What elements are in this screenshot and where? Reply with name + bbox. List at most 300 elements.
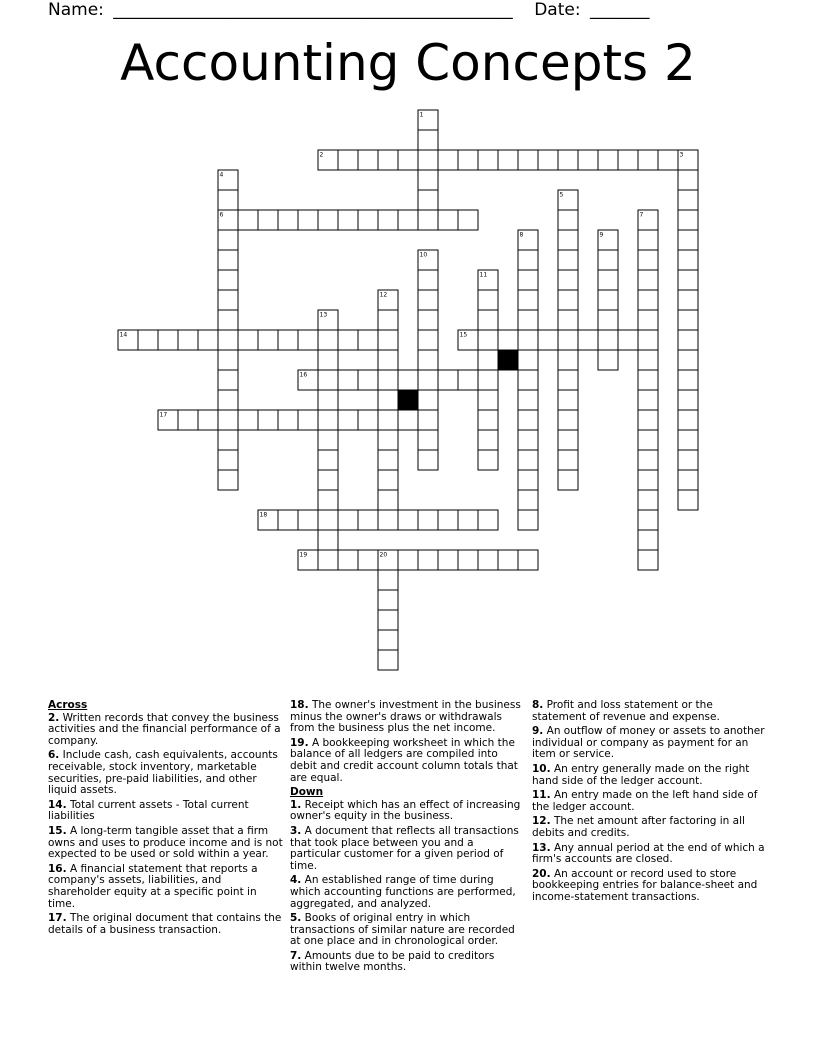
grid-cell[interactable] <box>678 470 698 490</box>
grid-cell[interactable] <box>378 510 398 530</box>
grid-cell[interactable] <box>658 150 678 170</box>
grid-cell[interactable] <box>418 450 438 470</box>
grid-cell[interactable] <box>358 210 378 230</box>
grid-cell[interactable] <box>318 510 338 530</box>
down-clue <box>532 790 768 813</box>
grid-cell[interactable] <box>558 290 578 310</box>
grid-cell[interactable] <box>638 350 658 370</box>
clue-text: Receipt which has an effect of increasing owner's equity in the business. <box>290 798 521 823</box>
clue-text: A document that reflects all transactions that took place between you and a particular customer for a given period of time. <box>290 824 519 872</box>
clue-number: 17. <box>48 912 67 925</box>
grid-cell[interactable] <box>418 550 438 570</box>
grid-cell[interactable] <box>378 150 398 170</box>
grid-cell[interactable] <box>678 350 698 370</box>
clue-number: 11. <box>532 789 551 802</box>
grid-cell[interactable] <box>378 350 398 370</box>
grid-cell[interactable] <box>358 370 378 390</box>
grid-cell[interactable] <box>418 390 438 410</box>
down-clue <box>532 816 768 839</box>
grid-cell[interactable] <box>678 230 698 250</box>
down-clue <box>532 764 768 787</box>
clue-number: 4. <box>290 874 302 887</box>
grid-cell[interactable] <box>218 250 238 270</box>
grid-cell[interactable] <box>538 150 558 170</box>
grid-cell[interactable] <box>378 210 398 230</box>
grid-cell[interactable] <box>458 370 478 390</box>
grid-cell[interactable] <box>378 450 398 470</box>
grid-cell[interactable] <box>398 510 418 530</box>
grid-cell[interactable] <box>518 550 538 570</box>
grid-cell[interactable] <box>538 330 558 350</box>
grid-cell[interactable] <box>678 210 698 230</box>
grid-cell[interactable] <box>438 150 458 170</box>
clue-number: 1. <box>290 798 302 811</box>
grid-cell[interactable] <box>218 310 238 330</box>
grid-cell[interactable] <box>638 530 658 550</box>
cell-number: 18 <box>259 511 268 519</box>
grid-cell[interactable] <box>278 330 298 350</box>
grid-cell[interactable] <box>498 550 518 570</box>
grid-cell[interactable] <box>298 510 318 530</box>
grid-cell[interactable] <box>518 250 538 270</box>
grid-cell[interactable] <box>638 510 658 530</box>
grid-cell[interactable] <box>678 290 698 310</box>
grid-cell[interactable] <box>298 330 318 350</box>
grid-cell[interactable] <box>638 490 658 510</box>
grid-cell[interactable] <box>318 490 338 510</box>
grid-cell[interactable] <box>378 390 398 410</box>
grid-cell[interactable] <box>438 370 458 390</box>
grid-cell[interactable] <box>398 370 418 390</box>
grid-cell[interactable] <box>678 490 698 510</box>
clue-text: A bookkeeping worksheet in which the balance of all ledgers are compiled into debit and credit account column totals that are equal. <box>290 736 518 784</box>
grid-cell[interactable] <box>278 210 298 230</box>
grid-cell[interactable] <box>218 390 238 410</box>
grid-cell[interactable] <box>478 370 498 390</box>
grid-cell[interactable] <box>518 390 538 410</box>
grid-cell[interactable] <box>418 290 438 310</box>
clue-number: 2. <box>48 711 60 724</box>
down-clue <box>532 700 768 723</box>
grid-cell[interactable] <box>478 510 498 530</box>
grid-cell[interactable] <box>518 310 538 330</box>
grid-cell[interactable] <box>678 450 698 470</box>
clue-number: 19. <box>290 736 309 749</box>
grid-cell[interactable] <box>298 410 318 430</box>
grid-cell[interactable] <box>458 210 478 230</box>
grid-cell[interactable] <box>598 350 618 370</box>
grid-cell[interactable] <box>558 330 578 350</box>
cell-number: 3 <box>679 151 684 159</box>
grid-cell[interactable] <box>238 410 258 430</box>
grid-cell[interactable] <box>558 450 578 470</box>
clue-number: 14. <box>48 798 67 811</box>
across-clue <box>48 913 284 936</box>
clue-number: 18. <box>290 699 309 711</box>
name-line[interactable]: _______________________________________________ <box>113 0 513 20</box>
grid-cell[interactable] <box>158 330 178 350</box>
grid-cell[interactable] <box>598 290 618 310</box>
clue-column-3 <box>532 700 768 907</box>
grid-cell[interactable] <box>378 430 398 450</box>
cell-number: 2 <box>319 151 324 159</box>
clue-text: An established range of time during which accounting functions are performed, aggregated, and analyzed. <box>290 874 516 910</box>
grid-cell[interactable] <box>378 410 398 430</box>
cell-number: 20 <box>379 551 388 559</box>
grid-cell[interactable] <box>678 170 698 190</box>
grid-cell[interactable] <box>638 250 658 270</box>
down-clue <box>290 951 526 974</box>
grid-cell[interactable] <box>318 210 338 230</box>
across-clue <box>48 826 284 861</box>
grid-cell[interactable] <box>318 350 338 370</box>
grid-cell[interactable] <box>278 410 298 430</box>
grid-cell[interactable] <box>678 430 698 450</box>
grid-cell[interactable] <box>258 410 278 430</box>
grid-cell[interactable] <box>518 490 538 510</box>
grid-cell[interactable] <box>398 210 418 230</box>
grid-cell[interactable] <box>638 410 658 430</box>
grid-cell[interactable] <box>638 370 658 390</box>
across-clue <box>48 800 284 823</box>
grid-cell[interactable] <box>238 330 258 350</box>
grid-cell[interactable] <box>438 550 458 570</box>
down-clue-list-cont <box>532 700 768 904</box>
across-clue <box>48 750 284 796</box>
grid-cell[interactable] <box>558 250 578 270</box>
clue-number: 16. <box>48 862 67 875</box>
grid-cell[interactable] <box>338 370 358 390</box>
grid-cell[interactable] <box>518 450 538 470</box>
cell-number: 5 <box>559 191 564 199</box>
grid-cell[interactable] <box>638 310 658 330</box>
cell-number: 8 <box>519 231 524 239</box>
grid-cell[interactable] <box>678 270 698 290</box>
clue-number: 8. <box>532 699 544 711</box>
grid-cell[interactable] <box>418 430 438 450</box>
clue-text: An outflow of money or assets to another individual or company as payment for an item or service. <box>532 725 765 761</box>
grid-cell[interactable] <box>278 510 298 530</box>
grid-cell[interactable] <box>518 370 538 390</box>
grid-cell[interactable] <box>618 150 638 170</box>
grid-cell[interactable] <box>478 350 498 370</box>
grid-cell[interactable] <box>338 550 358 570</box>
grid-cell[interactable] <box>398 410 418 430</box>
grid-cell[interactable] <box>178 410 198 430</box>
grid-cell[interactable] <box>338 210 358 230</box>
grid-cell[interactable] <box>458 510 478 530</box>
grid-cell[interactable] <box>338 330 358 350</box>
cell-number: 9 <box>599 231 604 239</box>
grid-cell[interactable] <box>478 390 498 410</box>
grid-cell[interactable] <box>318 410 338 430</box>
grid-cell[interactable] <box>318 430 338 450</box>
grid-cell[interactable] <box>438 210 458 230</box>
grid-cell[interactable] <box>518 510 538 530</box>
grid-cell[interactable] <box>638 430 658 450</box>
grid-cell[interactable] <box>378 490 398 510</box>
grid-cell[interactable] <box>318 550 338 570</box>
black-cell <box>498 350 518 370</box>
grid-cell[interactable] <box>598 310 618 330</box>
cell-number: 16 <box>299 371 308 379</box>
clue-text: Any annual period at the end of which a firm's accounts are closed. <box>532 841 765 866</box>
grid-cell[interactable] <box>318 390 338 410</box>
grid-cell[interactable] <box>558 390 578 410</box>
across-clue <box>290 738 526 784</box>
grid-cell[interactable] <box>678 390 698 410</box>
grid-cell[interactable] <box>598 250 618 270</box>
grid-cell[interactable] <box>558 410 578 430</box>
cell-number: 14 <box>119 331 128 339</box>
grid-cell[interactable] <box>218 230 238 250</box>
across-clue <box>48 864 284 910</box>
grid-cell[interactable] <box>558 470 578 490</box>
grid-cell[interactable] <box>418 370 438 390</box>
grid-cell[interactable] <box>198 330 218 350</box>
clue-number: 9. <box>532 725 544 738</box>
grid-cell[interactable] <box>318 330 338 350</box>
grid-cell[interactable] <box>418 310 438 330</box>
grid-cell[interactable] <box>638 290 658 310</box>
grid-cell[interactable] <box>318 470 338 490</box>
grid-cell[interactable] <box>618 330 638 350</box>
clue-number: 3. <box>290 824 302 837</box>
grid-cell[interactable] <box>418 330 438 350</box>
across-clue-list-cont <box>290 700 526 784</box>
clue-text: Total current assets - Total current liabilities <box>48 798 249 823</box>
clue-text: A long-term tangible asset that a firm owns and uses to produce income and is not expected to be used or sold within a year. <box>48 824 283 861</box>
grid-cell[interactable] <box>478 550 498 570</box>
grid-cell[interactable] <box>638 550 658 570</box>
date-label: Date: <box>534 0 581 20</box>
grid-cell[interactable] <box>678 410 698 430</box>
date-line[interactable]: _______ <box>589 0 650 20</box>
grid-cell[interactable] <box>218 370 238 390</box>
grid-cell[interactable] <box>358 510 378 530</box>
grid-cell[interactable] <box>478 150 498 170</box>
down-clue <box>290 875 526 910</box>
across-heading: Across <box>48 699 88 711</box>
grid-cell[interactable] <box>678 370 698 390</box>
grid-cell[interactable] <box>418 150 438 170</box>
grid-cell[interactable] <box>338 510 358 530</box>
grid-cell[interactable] <box>178 330 198 350</box>
grid-cell[interactable] <box>638 270 658 290</box>
clue-text: A financial statement that reports a company's assets, liabilities, and shareholder equity at a specific point in time. <box>48 862 258 910</box>
grid-cell[interactable] <box>298 210 318 230</box>
cell-number: 19 <box>299 551 308 559</box>
grid-cell[interactable] <box>218 450 238 470</box>
clue-number: 20. <box>532 867 551 880</box>
grid-cell[interactable] <box>398 150 418 170</box>
grid-cell[interactable] <box>678 310 698 330</box>
grid-cell[interactable] <box>558 310 578 330</box>
grid-cell[interactable] <box>418 350 438 370</box>
clue-text: An entry generally made on the right hand side of the ledger account. <box>532 762 750 787</box>
grid-cell[interactable] <box>478 330 498 350</box>
clue-text: Written records that convey the business activities and the financial performance of a company. <box>48 711 281 747</box>
grid-cell[interactable] <box>478 410 498 430</box>
grid-cell[interactable] <box>378 610 398 630</box>
grid-cell[interactable] <box>218 330 238 350</box>
cell-number: 1 <box>419 111 424 119</box>
cell-number: 17 <box>159 411 168 419</box>
grid-cell[interactable] <box>638 470 658 490</box>
grid-cell[interactable] <box>498 150 518 170</box>
grid-cell[interactable] <box>638 330 658 350</box>
down-clue <box>532 726 768 761</box>
grid-cell[interactable] <box>558 230 578 250</box>
grid-cell[interactable] <box>218 430 238 450</box>
grid-cell[interactable] <box>518 290 538 310</box>
grid-cell[interactable] <box>398 550 418 570</box>
grid-cell[interactable] <box>598 270 618 290</box>
grid-cell[interactable] <box>418 130 438 150</box>
grid-cell[interactable] <box>378 470 398 490</box>
page-title: Accounting Concepts 2 <box>120 34 696 92</box>
clue-text: An entry made on the left hand side of the ledger account. <box>532 789 758 813</box>
grid-cell[interactable] <box>418 190 438 210</box>
cell-number: 12 <box>379 291 388 299</box>
cell-number: 4 <box>219 171 224 179</box>
grid-cell[interactable] <box>478 430 498 450</box>
clue-text: Profit and loss statement or the statement of revenue and expense. <box>532 699 720 723</box>
grid-cell[interactable] <box>678 190 698 210</box>
grid-cell[interactable] <box>378 570 398 590</box>
grid-cell[interactable] <box>558 350 578 370</box>
grid-cell[interactable] <box>318 370 338 390</box>
grid-cell[interactable] <box>418 270 438 290</box>
grid-cell[interactable] <box>418 170 438 190</box>
grid-cell[interactable] <box>498 330 518 350</box>
grid-cell[interactable] <box>638 150 658 170</box>
grid-cell[interactable] <box>578 330 598 350</box>
grid-cell[interactable] <box>478 450 498 470</box>
clue-text: An account or record used to store bookkeeping entries for balance-sheet and income-statement transactions. <box>532 867 758 903</box>
name-label: Name: <box>48 0 104 20</box>
down-clue <box>532 843 768 866</box>
down-clue <box>290 800 526 823</box>
grid-cell[interactable] <box>518 350 538 370</box>
clue-column-1 <box>48 700 284 939</box>
clue-number: 6. <box>48 749 60 762</box>
grid-cell[interactable] <box>518 410 538 430</box>
clue-number: 15. <box>48 824 67 837</box>
grid-cell[interactable] <box>258 210 278 230</box>
clue-text: Include cash, cash equivalents, accounts receivable, stock inventory, marketable securities, pre-paid liabilities, and other liquid assets. <box>48 749 278 797</box>
grid-cell[interactable] <box>338 150 358 170</box>
grid-cell[interactable] <box>318 530 338 550</box>
grid-cell[interactable] <box>638 450 658 470</box>
grid-cell[interactable] <box>458 150 478 170</box>
grid-cell[interactable] <box>338 410 358 430</box>
cell-number: 7 <box>639 211 644 219</box>
grid-cell[interactable] <box>478 290 498 310</box>
grid-cell[interactable] <box>418 510 438 530</box>
grid-cell[interactable] <box>518 330 538 350</box>
grid-cell[interactable] <box>358 410 378 430</box>
clue-text: The net amount after factoring in all debits and credits. <box>532 815 745 839</box>
grid-cell[interactable] <box>318 450 338 470</box>
across-clue-list <box>48 713 284 937</box>
grid-cell[interactable] <box>218 410 238 430</box>
grid-cell[interactable] <box>478 310 498 330</box>
grid-cell[interactable] <box>518 270 538 290</box>
grid-cell[interactable] <box>378 630 398 650</box>
down-heading: Down <box>290 786 324 799</box>
clue-column-2 <box>290 700 526 977</box>
grid-cell[interactable] <box>378 310 398 330</box>
down-clue <box>290 826 526 872</box>
grid-cell[interactable] <box>638 390 658 410</box>
clue-text: Amounts due to be paid to creditors within twelve months. <box>290 949 495 974</box>
cell-number: 13 <box>319 311 328 319</box>
clue-text: The original document that contains the details of a business transaction. <box>48 912 282 936</box>
grid-cell[interactable] <box>418 210 438 230</box>
across-clue <box>48 713 284 748</box>
grid-cell[interactable] <box>558 210 578 230</box>
grid-cell[interactable] <box>678 250 698 270</box>
grid-cell[interactable] <box>598 330 618 350</box>
grid-cell[interactable] <box>578 150 598 170</box>
grid-cell[interactable] <box>218 350 238 370</box>
grid-cell[interactable] <box>638 230 658 250</box>
down-clue <box>290 913 526 948</box>
grid-cell[interactable] <box>598 150 618 170</box>
grid-cell[interactable] <box>218 190 238 210</box>
cell-number: 6 <box>219 211 224 219</box>
black-cell <box>398 390 418 410</box>
down-clue-list <box>290 800 526 974</box>
grid-cell[interactable] <box>518 470 538 490</box>
grid-cell[interactable] <box>678 330 698 350</box>
grid-cell[interactable] <box>558 150 578 170</box>
grid-cell[interactable] <box>218 290 238 310</box>
grid-cell[interactable] <box>218 270 238 290</box>
clue-number: 12. <box>532 815 551 828</box>
grid-cell[interactable] <box>378 330 398 350</box>
grid-cell[interactable] <box>358 330 378 350</box>
grid-cell[interactable] <box>518 150 538 170</box>
grid-cell[interactable] <box>238 210 258 230</box>
clue-number: 10. <box>532 762 551 775</box>
grid-cell[interactable] <box>558 430 578 450</box>
grid-cell[interactable] <box>458 550 478 570</box>
cell-number: 15 <box>459 331 468 339</box>
grid-cell[interactable] <box>558 270 578 290</box>
grid-cell[interactable] <box>378 590 398 610</box>
grid-cell[interactable] <box>358 550 378 570</box>
grid-cell[interactable] <box>218 470 238 490</box>
grid-cell[interactable] <box>138 330 158 350</box>
cell-number: 11 <box>479 271 488 279</box>
grid-cell[interactable] <box>378 370 398 390</box>
grid-cell[interactable] <box>198 410 218 430</box>
clue-number: 5. <box>290 912 302 925</box>
clue-text: Books of original entry in which transactions of similar nature are recorded at one place and in chronological order. <box>290 912 515 948</box>
grid-cell[interactable] <box>418 410 438 430</box>
grid-cell[interactable] <box>558 370 578 390</box>
across-clue <box>290 700 526 735</box>
grid-cell[interactable] <box>258 330 278 350</box>
clue-number: 13. <box>532 841 551 854</box>
clue-text: The owner's investment in the business minus the owner's draws or withdrawals from the business plus the net income. <box>290 699 521 735</box>
grid-cell[interactable] <box>518 430 538 450</box>
grid-cell[interactable] <box>438 510 458 530</box>
grid-cell[interactable] <box>358 150 378 170</box>
grid-cell[interactable] <box>378 650 398 670</box>
